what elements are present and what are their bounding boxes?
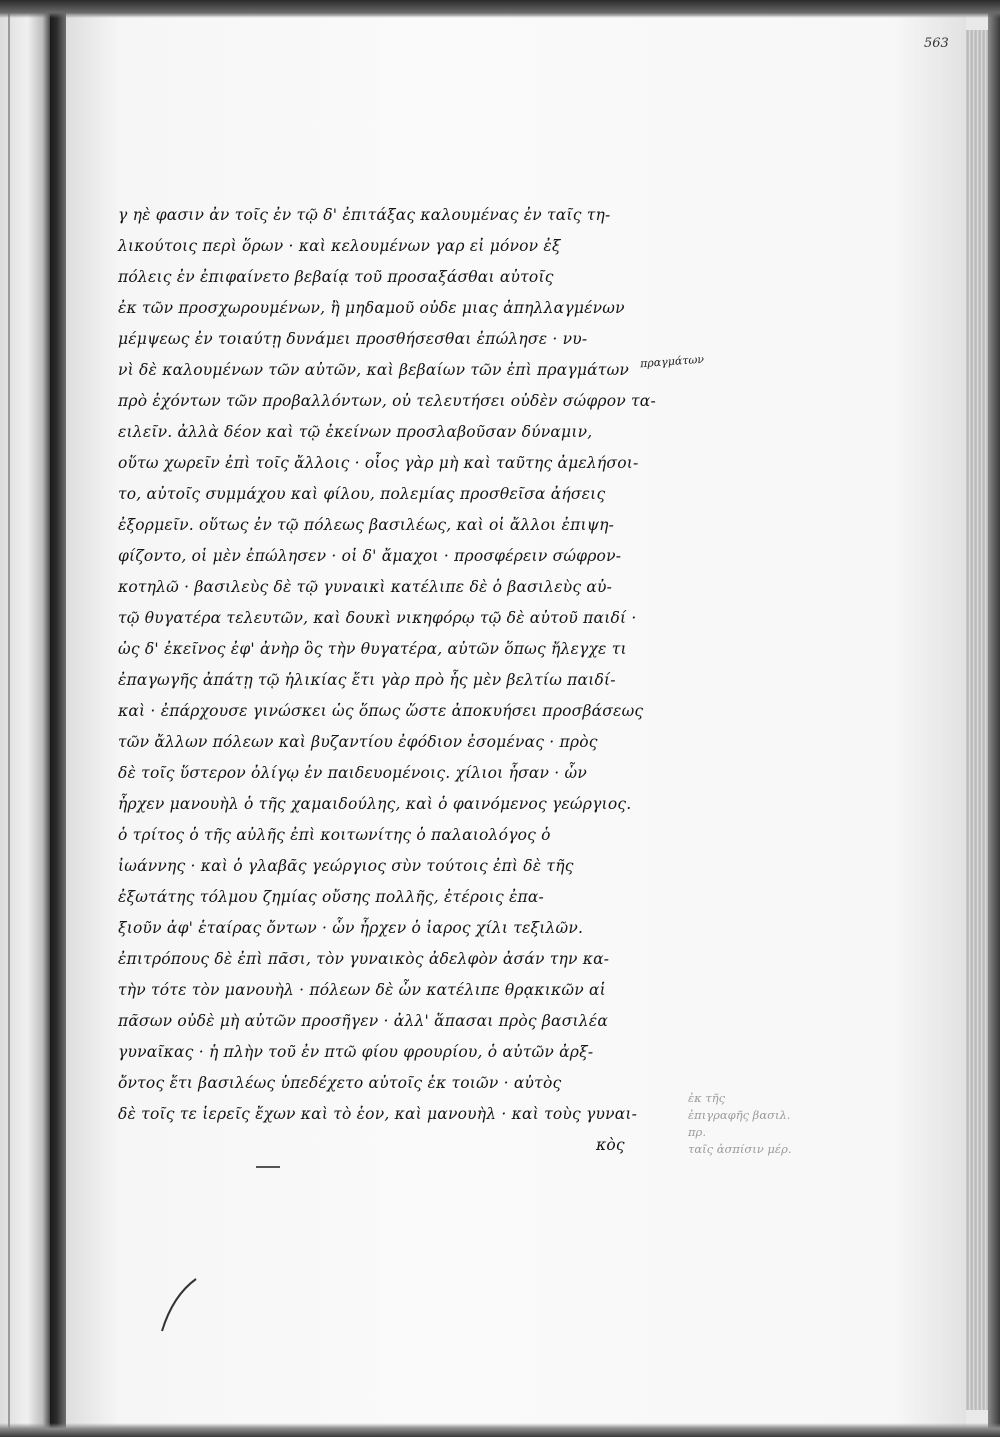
text-line: οὕτω χωρεῖν ἐπὶ τοῖς ἄλλοις · οἷος γὰρ μὴ καὶ ταῦτης ἀμελήσοι- <box>118 454 639 472</box>
pen-stroke-mark <box>160 1275 200 1335</box>
ink-mark <box>256 1166 280 1168</box>
bottom-shadow <box>0 1423 1000 1437</box>
text-line: ἐξωτάτης τόλμου ζημίας οὔσης πολλῆς, ἐτέροις ἐπα- <box>118 888 544 906</box>
text-line: μέμψεως ἐν τοιαύτῃ δυνάμει προσθήσεσθαι ἐπώλησε · νυ- <box>118 330 588 348</box>
text-line: ἐξορμεῖν. οὕτως ἐν τῷ πόλεως βασιλέως, καὶ οἱ ἄλλοι ἐπιψη- <box>118 516 615 534</box>
manuscript-text-block <box>118 200 678 1161</box>
interlinear-note: πραγμάτων <box>639 352 705 371</box>
margin-note-line: ταῖς ἀσπίσιν μέρ. <box>688 1142 792 1156</box>
page-fore-edge <box>966 30 988 1410</box>
text-line: πόλεις ἐν ἐπιφαίνετο βεβαίᾳ τοῦ προσαξάσθαι αὐτοῖς <box>118 268 554 286</box>
text-line: λικούτοις περὶ ὅρων · καὶ κελουμένων γαρ εἰ μόνον ἐξ <box>118 237 561 255</box>
text-line: νὶ δὲ καλουμένων τῶν αὐτῶν, καὶ βεβαίων τῶν ἐπὶ πραγμάτων <box>118 361 630 379</box>
text-line: ἦρχεν μανουὴλ ὁ τῆς χαμαιδούλης, καὶ ὁ φαινόμενος γεώργιος. <box>118 795 632 813</box>
text-line: πᾶσων οὐδὲ μὴ αὐτῶν προσῆγεν · ἀλλ' ἅπασαι πρὸς βασιλέα <box>118 1012 608 1030</box>
margin-note-line: ἐκ τῆς <box>688 1091 726 1105</box>
text-line: καὶ · ἐπάρχουσε γινώσκει ὡς ὅπως ὥστε ἀποκυήσει προσβάσεως <box>118 702 644 720</box>
text-line: ειλεῖν. ἀλλὰ δέον καὶ τῷ ἐκείνων προσλαβοῦσαν δύναμιν, <box>118 423 593 441</box>
text-line: τῷ θυγατέρα τελευτῶν, καὶ δουκὶ νικηφόρῳ τῷ δὲ αὐτοῦ παιδί · <box>118 609 637 627</box>
text-line: γ ηὲ φασιν ἀν τοῖς ἐν τῷ δ' ἐπιτάξας καλουμένας ἐν ταῖς τη- <box>118 206 611 224</box>
text-line: ξιοῦν ἀφ' ἑταίρας ὄντων · ὧν ἦρχεν ὁ ἰαρος χίλι τεξιλῶν. <box>118 919 584 937</box>
text-line: κοτηλῶ · βασιλεὺς δὲ τῷ γυναικὶ κατέλιπε δὲ ὁ βασιλεὺς αὐ- <box>118 578 613 596</box>
text-line: ἰωάννης · καὶ ὁ γλαβᾶς γεώργιος σὺν τούτοις ἐπὶ δὲ τῆς <box>118 857 574 875</box>
folio-number: 563 <box>924 36 949 51</box>
text-line: τὴν τότε τὸν μανουὴλ · πόλεων δὲ ὧν κατέλιπε θρᾳκικῶν αἱ <box>118 981 606 999</box>
text-line: ἐπιτρόπους δὲ ἐπὶ πᾶσι, τὸν γυναικὸς ἀδελφὸν ἀσάν την κα- <box>118 950 610 968</box>
text-line: φίζοντο, οἱ μὲν ἐπώλησεν · οἱ δ' ἄμαχοι · προσφέρειν σώφρον- <box>118 547 622 565</box>
text-line: ὁ τρίτος ὁ τῆς αὐλῆς ἐπὶ κοιτωνίτης ὁ παλαιολόγος ὁ <box>118 826 551 844</box>
text-line: γυναῖκας · ἡ πλὴν τοῦ ἐν πτῶ φίου φρουρίου, ὁ αὐτῶν ἀρξ- <box>118 1043 594 1061</box>
book-gutter <box>50 0 66 1437</box>
text-line: ἐκ τῶν προσχωρουμένων, ἢ μηδαμοῦ οὐδε μιας ἀπηλλαγμένων <box>118 299 625 317</box>
catchword: κὸς <box>596 1136 625 1154</box>
text-line: ὡς δ' ἐκεῖνος ἐφ' ἀνὴρ ὃς τὴν θυγατέρα, αὐτῶν ὅπως ἤλεγχε τι <box>118 640 627 658</box>
text-line: το, αὐτοῖς συμμάχου καὶ φίλου, πολεμίας προσθεῖσα ἀήσεις <box>118 485 606 503</box>
margin-note <box>688 1090 808 1158</box>
text-line: ὄντος ἔτι βασιλέως ὑπεδέχετο αὐτοῖς ἐκ τοιῶν · αὐτὸς <box>118 1074 562 1092</box>
left-page-edge <box>0 0 50 1437</box>
text-line: δὲ τοῖς τε ἱερεῖς ἔχων καὶ τὸ ἑον, καὶ μανουὴλ · καὶ τοὺς γυναι- <box>118 1105 638 1123</box>
text-line: ἐπαγωγῆς ἀπάτῃ τῷ ἡλικίας ἔτι γὰρ πρὸ ἧς μὲν βελτίω παιδί- <box>118 671 616 689</box>
text-line: πρὸ ἐχόντων τῶν προβαλλόντων, οὐ τελευτήσει οὐδὲν σώφρον τα- <box>118 392 656 410</box>
margin-note-line: ἐπιγραφῆς βασιλ. πρ. <box>688 1108 791 1139</box>
top-shadow <box>0 0 1000 18</box>
left-page-binding-line <box>8 0 10 1437</box>
text-line: τῶν ἄλλων πόλεων καὶ βυζαντίου ἐφόδιον ἐσομένας · πρὸς <box>118 733 598 751</box>
cover-edge <box>988 0 1000 1437</box>
text-line: δὲ τοῖς ὕστερον ὀλίγῳ ἐν παιδευομένοις. χίλιοι ἦσαν · ὧν <box>118 764 587 782</box>
